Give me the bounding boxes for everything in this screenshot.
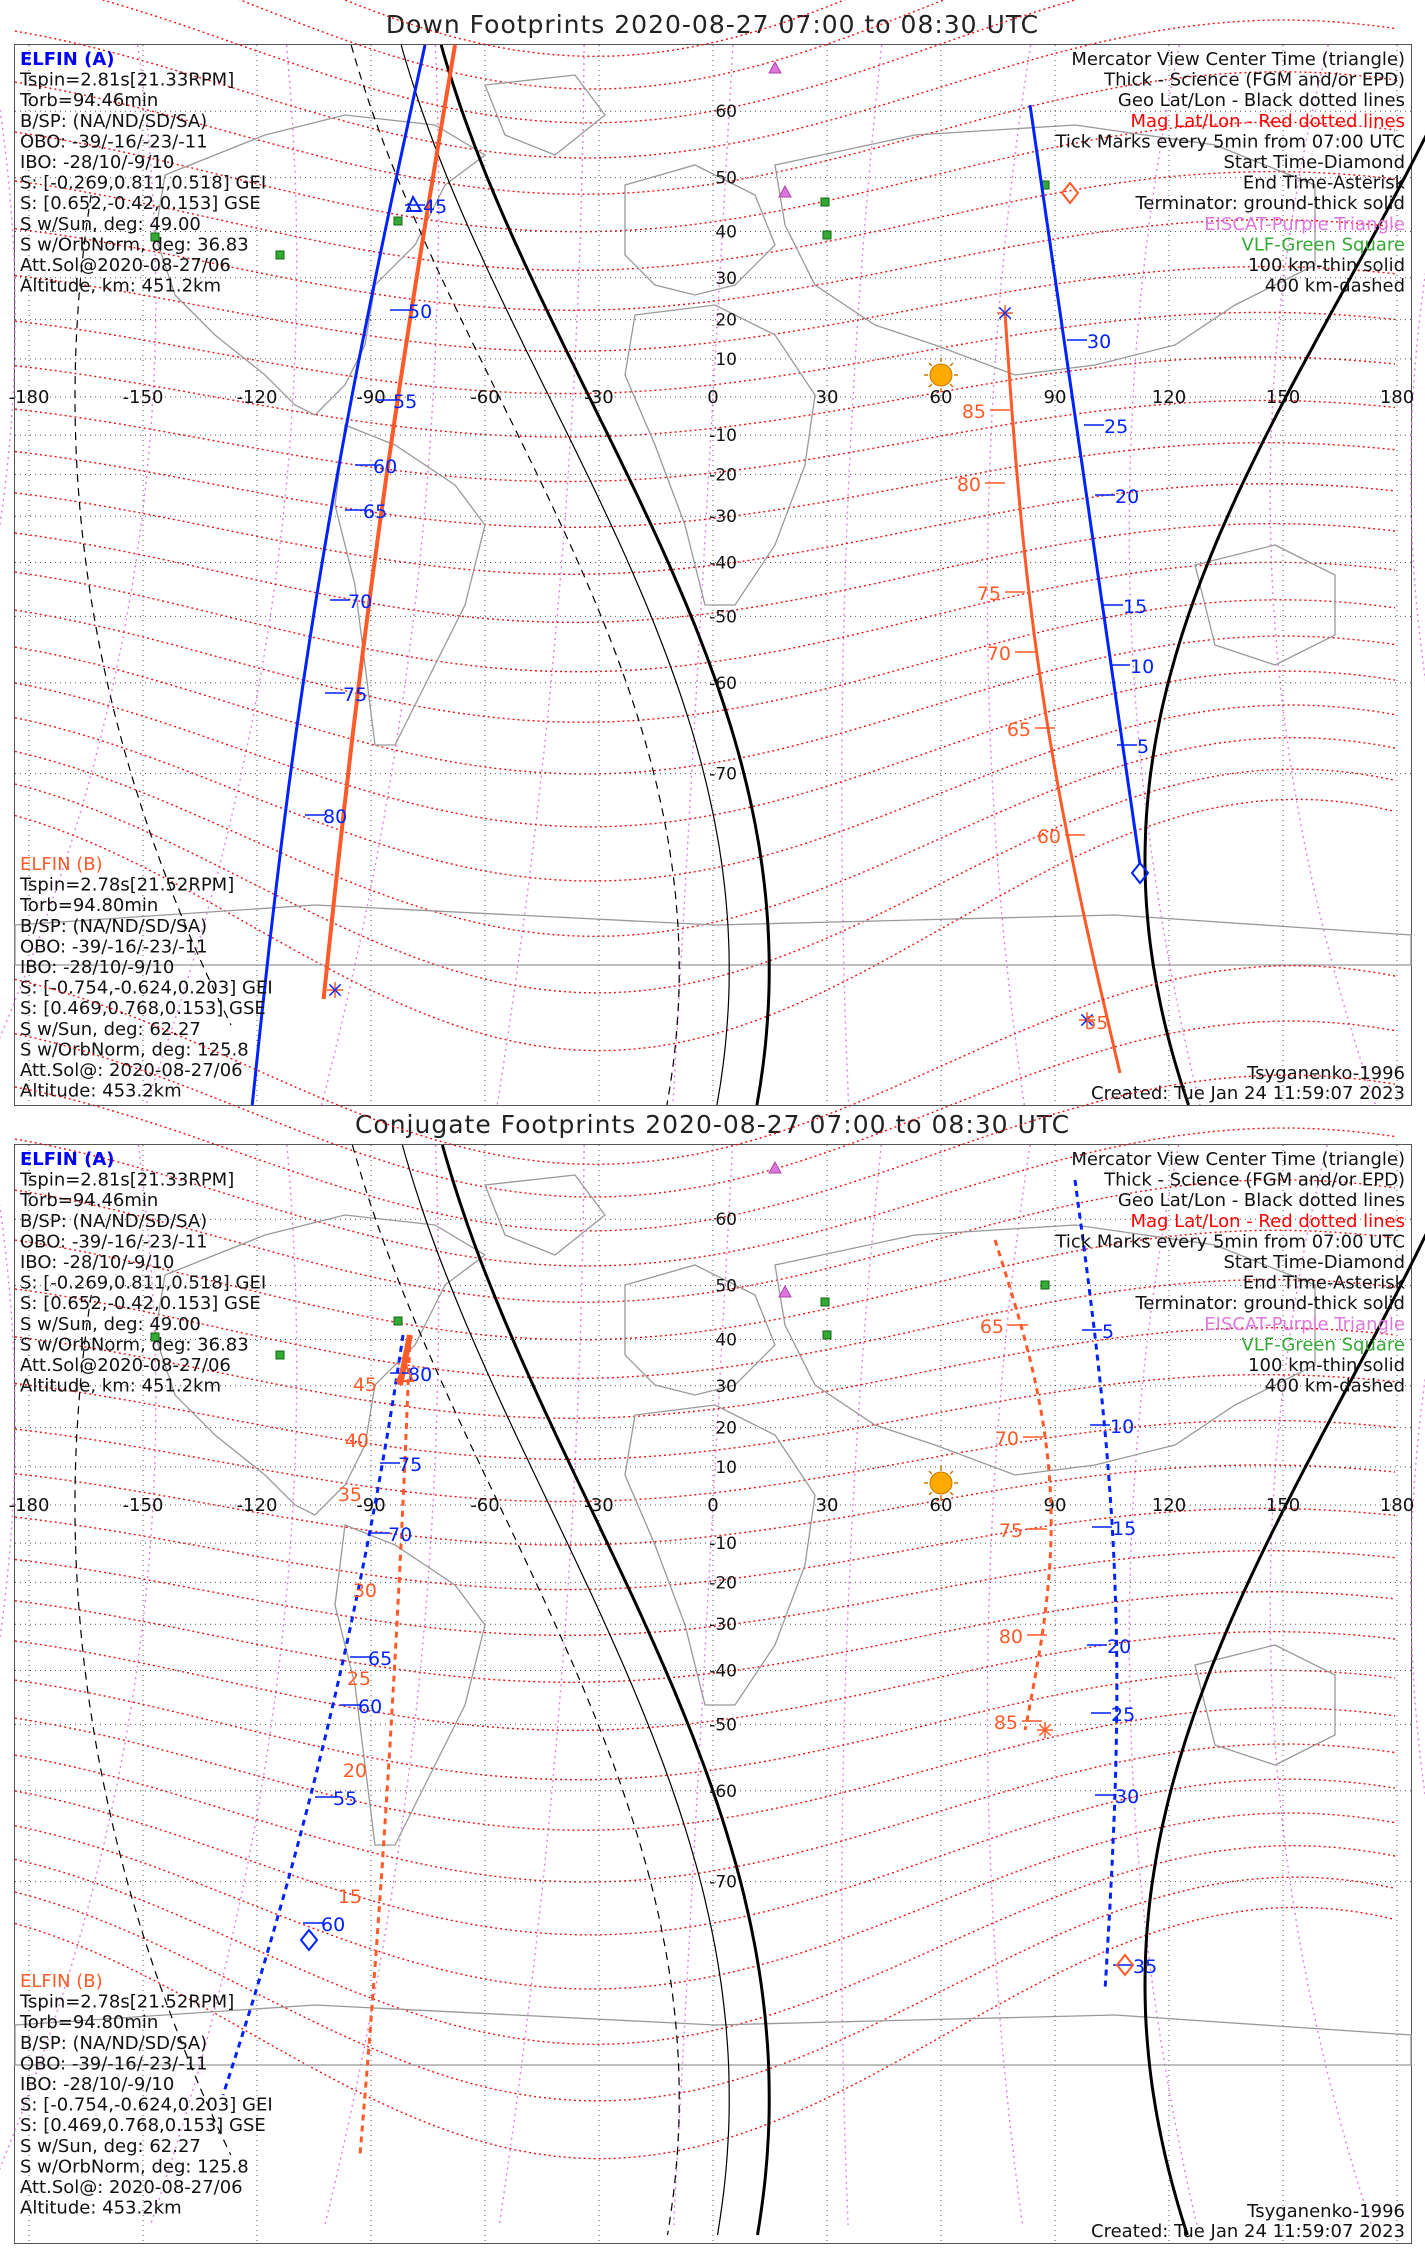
- track-time-label: 50: [408, 301, 433, 323]
- lat-label: 50: [715, 1276, 737, 1297]
- elfin-a-info: IBO: -28/10/-9/10: [20, 152, 175, 173]
- elfin-a-info: B/SP: (NA/ND/SD/SA): [20, 1210, 208, 1232]
- continent-outline: [485, 1175, 605, 1255]
- track-time-label: 70: [986, 643, 1011, 665]
- elfin-b-info: Tspin=2.78s[21.52RPM]: [20, 874, 235, 896]
- lon-label: -30: [584, 1495, 614, 1516]
- lat-label: -50: [709, 1715, 737, 1736]
- lat-label: 40: [715, 222, 737, 243]
- track-time-label: 65: [363, 501, 388, 523]
- lon-label: 150: [1265, 387, 1301, 408]
- lat-label: -60: [709, 1781, 737, 1802]
- legend-item: Start Time-Diamond: [1223, 1252, 1405, 1273]
- model-label: Tsyganenko-1996: [1247, 2201, 1405, 2222]
- lon-label: 0: [707, 387, 719, 408]
- lon-label: -150: [122, 387, 164, 408]
- elfin-b-info: S: [-0.754,-0.624,0.203] GEI: [20, 977, 273, 999]
- lon-label: 60: [929, 1495, 953, 1516]
- lon-label: -120: [236, 387, 278, 408]
- mag-lat-line: [15, 1670, 1395, 1779]
- elfin-b-info: S: [0.469,0.768,0.153] GSE: [20, 2115, 266, 2137]
- lat-label: 60: [715, 1210, 737, 1231]
- track-time-label: 70: [348, 591, 373, 613]
- elfin-b-track: [324, 45, 455, 999]
- track-time-label: 75: [976, 583, 1001, 605]
- mag-lat-line: [15, 738, 1395, 937]
- lon-label: 120: [1151, 1495, 1187, 1516]
- terminator-line: [352, 1145, 679, 2235]
- legend-item: Mercator View Center Time (triangle): [1071, 1149, 1405, 1170]
- track-time-label: 5: [1137, 736, 1150, 758]
- lat-label: -10: [709, 426, 737, 447]
- lon-label: -150: [122, 1495, 164, 1516]
- mag-lat-line: [15, 400, 1395, 481]
- eiscat-triangle-icon: [779, 186, 791, 197]
- elfin-b-info: B/SP: (NA/ND/SD/SA): [20, 2032, 208, 2054]
- lon-label: -60: [470, 1495, 500, 1516]
- elfin-a-info: S w/Sun, deg: 49.00: [20, 1313, 201, 1335]
- continent-outline: [625, 165, 775, 295]
- elfin-b-info: IBO: -28/10/-9/10: [20, 2074, 175, 2095]
- elfin-b-info: OBO: -39/-16/-23/-11: [20, 936, 208, 958]
- elfin-b-track: [995, 1240, 1051, 1730]
- track-time-label: 65: [368, 1648, 393, 1670]
- mag-lat-line: [15, 443, 1395, 528]
- lat-label: 20: [715, 310, 737, 331]
- lat-label: 20: [715, 1418, 737, 1439]
- track-time-label: 55: [1085, 1013, 1108, 1034]
- elfin-b-info: Altitude: 453.2km: [20, 1080, 182, 1102]
- terminator-line: [441, 45, 769, 1105]
- legend-item: Tick Marks every 5min from 07:00 UTC: [1055, 1231, 1405, 1253]
- mag-lat-line: [15, 1551, 1395, 1636]
- eiscat-triangle-icon: [769, 62, 781, 73]
- terminator-line: [402, 1145, 729, 2235]
- elfin-b-info: S w/OrbNorm, deg: 125.8: [20, 2156, 249, 2178]
- mag-lat-line: [15, 636, 1395, 774]
- elfin-a-info: S: [0.652,-0.42,0.153] GSE: [20, 1293, 261, 1315]
- mag-meridian-line: [842, 1145, 882, 2225]
- elfin-b-track: [1005, 313, 1120, 1073]
- track-time-label: 70: [388, 1524, 413, 1546]
- panel-title: Conjugate Footprints 2020-08-27 07:00 to 08:30 UTC: [354, 1110, 1071, 1139]
- track-time-label: 20: [1107, 1636, 1132, 1658]
- elfin-b-info: IBO: -28/10/-9/10: [20, 957, 175, 978]
- mag-lat-line: [15, 1592, 1395, 1683]
- mag-meridian-line: [1411, 45, 1425, 1105]
- elfin-a-info: Tspin=2.81s[21.33RPM]: [20, 69, 235, 91]
- vlf-square-icon: [276, 1351, 284, 1359]
- lon-label: 90: [1043, 1495, 1067, 1516]
- sun-ray: [929, 363, 932, 366]
- elfin-b-info: Att.Sol@: 2020-08-27/06: [20, 1060, 243, 1081]
- created-label: Created: Tue Jan 24 11:59:07 2023: [1091, 2221, 1405, 2242]
- elfin-a-info: S w/Sun, deg: 49.00: [20, 213, 201, 235]
- mag-meridian-line: [842, 45, 882, 1105]
- track-time-label: 35: [1133, 1956, 1158, 1978]
- legend-item: 100 km-thin solid: [1248, 1355, 1405, 1376]
- mag-meridian-line: [1411, 1145, 1425, 2225]
- track-time-label: 55: [333, 1788, 358, 1810]
- lon-label: 120: [1151, 387, 1187, 408]
- elfin-a-info: Att.Sol@2020-08-27/06: [20, 1355, 231, 1376]
- track-time-label: 25: [1104, 416, 1129, 438]
- track-time-label: 80: [323, 806, 348, 828]
- eiscat-triangle-icon: [779, 1286, 791, 1297]
- lat-label: -10: [709, 1534, 737, 1555]
- legend-item: Thick - Science (FGM and/or EPD): [1104, 69, 1405, 91]
- elfin-b-info: Torb=94.80min: [20, 2012, 159, 2034]
- track-time-label: 5: [1102, 1321, 1115, 1343]
- elfin-b-info: S w/OrbNorm, deg: 125.8: [20, 1039, 249, 1061]
- model-label: Tsyganenko-1996: [1247, 1063, 1405, 1084]
- track-time-label: 20: [342, 1760, 367, 1782]
- elfin-a-track: [252, 45, 425, 1105]
- lon-label: 60: [929, 387, 953, 408]
- lat-label: 10: [715, 1457, 737, 1478]
- elfin-a-name: ELFIN (A): [20, 1149, 115, 1170]
- mag-lat-line: [15, 267, 1395, 352]
- track-time-label: 10: [1130, 656, 1155, 678]
- legend-item: Tick Marks every 5min from 07:00 UTC: [1055, 131, 1405, 153]
- elfin-b-info: S: [-0.754,-0.624,0.203] GEI: [20, 2094, 273, 2116]
- mag-lat-line: [15, 312, 1395, 393]
- mag-meridian-line: [673, 45, 733, 1105]
- down-footprints-panel: [0, 0, 1425, 1110]
- lon-label: -90: [356, 1495, 386, 1516]
- map-frame: [8, 1144, 1415, 2244]
- legend-item: Start Time-Diamond: [1223, 152, 1405, 173]
- track-time-label: 30: [1087, 331, 1112, 353]
- track-time-label: 75: [998, 1520, 1023, 1542]
- legend-item: VLF-Green Square: [1241, 234, 1405, 256]
- sun-ray: [950, 363, 953, 366]
- lat-label: 10: [715, 349, 737, 370]
- lon-label: 150: [1265, 1495, 1301, 1516]
- legend-item: Geo Lat/Lon - Black dotted lines: [1117, 1190, 1405, 1212]
- track-time-label: 10: [1110, 1416, 1135, 1438]
- lon-label: -90: [356, 387, 386, 408]
- start-diamond-icon: [1062, 183, 1078, 203]
- terminator-line: [442, 1145, 769, 2235]
- elfin-b-info: Att.Sol@: 2020-08-27/06: [20, 2177, 243, 2198]
- track-time-label: 80: [408, 1364, 433, 1386]
- lat-label: -40: [709, 553, 737, 574]
- lon-label: -60: [470, 387, 500, 408]
- vlf-square-icon: [823, 231, 831, 239]
- lon-label: -120: [236, 1495, 278, 1516]
- elfin-b-name: ELFIN (B): [20, 1971, 103, 1992]
- track-time-label: 35: [337, 1484, 362, 1506]
- track-time-label: 40: [344, 1430, 369, 1452]
- elfin-a-info: Tspin=2.81s[21.33RPM]: [20, 1169, 235, 1191]
- lat-label: -20: [709, 465, 737, 486]
- legend-item: 100 km-thin solid: [1248, 255, 1405, 276]
- mag-meridian-line: [674, 1145, 733, 2225]
- mag-lat-line: [15, 1877, 1395, 2101]
- lat-label: -70: [709, 1872, 737, 1893]
- legend-item: Thick - Science (FGM and/or EPD): [1104, 1169, 1405, 1191]
- legend-item: EISCAT-Purple Triangle: [1204, 1313, 1405, 1335]
- mag-meridian-line: [0, 45, 15, 1105]
- terminator-line: [351, 45, 679, 1105]
- elfin-b-info: Torb=94.80min: [20, 895, 159, 917]
- elfin-a-name: ELFIN (A): [20, 49, 115, 70]
- conjugate-footprints-panel: [0, 1110, 1425, 2250]
- track-time-label: 65: [1006, 719, 1031, 741]
- lat-label: 60: [715, 102, 737, 123]
- lon-label: -180: [8, 387, 50, 408]
- created-label: Created: Tue Jan 24 11:59:07 2023: [1091, 1083, 1405, 1104]
- track-time-label: 60: [358, 1696, 383, 1718]
- lon-label: 30: [815, 387, 839, 408]
- lat-label: -20: [709, 1573, 737, 1594]
- elfin-b-info: Tspin=2.78s[21.52RPM]: [20, 1991, 235, 2013]
- mag-lat-line: [15, 671, 1395, 827]
- mag-meridian-line: [987, 1145, 1030, 2225]
- lat-label: -60: [709, 673, 737, 694]
- elfin-a-info: S: [0.652,-0.42,0.153] GSE: [20, 193, 261, 215]
- lon-label: 90: [1043, 387, 1067, 408]
- sun-icon: [930, 364, 952, 386]
- lat-label: -50: [709, 607, 737, 628]
- mag-meridian-line: [987, 45, 1030, 1105]
- mag-lat-line: [15, 1846, 1395, 2045]
- track-time-label: 75: [398, 1454, 423, 1476]
- lat-label: 40: [715, 1330, 737, 1351]
- vlf-square-icon: [394, 1317, 402, 1325]
- track-time-label: 30: [352, 1580, 377, 1602]
- track-time-label: 25: [346, 1668, 371, 1690]
- vlf-square-icon: [276, 251, 284, 259]
- lat-label: -30: [709, 1615, 737, 1636]
- track-time-label: 25: [1111, 1704, 1136, 1726]
- terminator-line: [401, 45, 729, 1105]
- lon-label: -180: [8, 1495, 50, 1516]
- panel-title: Down Footprints 2020-08-27 07:00 to 08:30 UTC: [385, 10, 1040, 39]
- mercator-map: [8, 45, 1415, 1105]
- mag-meridian-line: [499, 1145, 584, 2225]
- mag-lat-line: [15, 1420, 1395, 1501]
- elfin-b-info: OBO: -39/-16/-23/-11: [20, 2053, 208, 2075]
- vlf-square-icon: [823, 1331, 831, 1339]
- elfin-a-info: B/SP: (NA/ND/SD/SA): [20, 110, 208, 132]
- lon-label: 180: [1379, 1495, 1415, 1516]
- mag-meridian-line: [322, 45, 439, 1105]
- elfin-a-info: S w/OrbNorm, deg: 36.83: [20, 234, 249, 256]
- elfin-a-info: OBO: -39/-16/-23/-11: [20, 131, 208, 153]
- elfin-a-info: Att.Sol@2020-08-27/06: [20, 255, 231, 276]
- elfin-b-info: S w/Sun, deg: 62.27: [20, 1018, 201, 1040]
- mag-meridian-line: [497, 45, 584, 1105]
- mag-meridian-line: [0, 1145, 15, 2225]
- elfin-a-info: Altitude, km: 451.2km: [20, 275, 222, 297]
- mag-lat-line: [15, 1375, 1395, 1460]
- legend-item: End Time-Asterisk: [1242, 172, 1405, 194]
- view-center-triangle-icon: [407, 197, 421, 211]
- mercator-map: [8, 1145, 1415, 2243]
- legend-item: Geo Lat/Lon - Black dotted lines: [1117, 90, 1405, 112]
- lat-label: 30: [715, 268, 737, 289]
- elfin-a-info: Torb=94.46min: [20, 1190, 159, 1212]
- sun-ray: [950, 1471, 953, 1474]
- lat-label: -70: [709, 764, 737, 785]
- sun-icon: [930, 1472, 952, 1494]
- elfin-b-name: ELFIN (B): [20, 854, 103, 875]
- lat-label: 30: [715, 1376, 737, 1397]
- legend-item: End Time-Asterisk: [1242, 1272, 1405, 1294]
- track-time-label: 80: [956, 474, 981, 496]
- legend-item: Mag Lat/Lon - Red dotted lines: [1130, 1210, 1405, 1232]
- elfin-b-info: S w/Sun, deg: 62.27: [20, 2135, 201, 2157]
- lon-label: 0: [707, 1495, 719, 1516]
- lon-label: -30: [584, 387, 614, 408]
- track-time-label: 65: [979, 1316, 1004, 1338]
- mag-lat-line: [15, 1779, 1395, 1935]
- elfin-a-info: S: [-0.269,0.811,0.518] GEI: [20, 1272, 267, 1294]
- map-frame: [8, 44, 1415, 1106]
- vlf-square-icon: [821, 1298, 829, 1306]
- lon-label: 30: [815, 1495, 839, 1516]
- track-time-label: 85: [961, 401, 986, 423]
- track-time-label: 15: [1123, 596, 1148, 618]
- track-time-label: 85: [993, 1712, 1018, 1734]
- eiscat-triangle-icon: [769, 1162, 781, 1173]
- track-time-label: 60: [373, 456, 398, 478]
- elfin-b-info: S: [0.469,0.768,0.153] GSE: [20, 998, 266, 1020]
- track-time-label: 15: [337, 1886, 362, 1908]
- vlf-square-icon: [821, 198, 829, 206]
- mag-lat-line: [15, 1632, 1395, 1731]
- lat-label: -30: [709, 507, 737, 528]
- legend-item: Terminator: ground-thick solid: [1135, 193, 1405, 215]
- elfin-a-track: [1030, 105, 1140, 865]
- sun-ray: [929, 1471, 932, 1474]
- lat-label: 50: [715, 168, 737, 189]
- vlf-square-icon: [394, 217, 402, 225]
- mag-lat-line: [15, 1508, 1395, 1589]
- lon-label: 180: [1379, 387, 1415, 408]
- track-time-label: 60: [321, 1914, 346, 1936]
- elfin-a-info: S: [-0.269,0.811,0.518] GEI: [20, 172, 267, 194]
- track-time-label: 70: [994, 1428, 1019, 1450]
- legend-item: 400 km-dashed: [1264, 1375, 1405, 1397]
- track-time-label: 45: [352, 1374, 377, 1396]
- track-time-label: 80: [998, 1626, 1023, 1648]
- legend-item: VLF-Green Square: [1241, 1334, 1405, 1356]
- elfin-a-info: Torb=94.46min: [20, 90, 159, 112]
- legend-item: Mercator View Center Time (triangle): [1071, 49, 1405, 70]
- elfin-a-info: S w/OrbNorm, deg: 36.83: [20, 1334, 249, 1356]
- track-time-label: 30: [1115, 1786, 1140, 1808]
- track-time-label: 55: [393, 391, 418, 413]
- track-time-label: 15: [1112, 1518, 1137, 1540]
- elfin-a-info: OBO: -39/-16/-23/-11: [20, 1231, 208, 1253]
- legend-item: EISCAT-Purple Triangle: [1204, 213, 1405, 235]
- track-time-label: 60: [1036, 826, 1061, 848]
- legend-item: Mag Lat/Lon - Red dotted lines: [1130, 110, 1405, 132]
- track-time-label: 45: [423, 196, 448, 218]
- elfin-b-info: Altitude: 453.2km: [20, 2197, 182, 2219]
- elfin-b-info: B/SP: (NA/ND/SD/SA): [20, 915, 208, 937]
- track-time-label: 75: [343, 684, 368, 706]
- mag-lat-line: [15, 484, 1395, 575]
- legend-item: 400 km-dashed: [1264, 275, 1405, 297]
- vlf-square-icon: [1041, 1281, 1049, 1289]
- continent-outline: [1195, 1645, 1335, 1765]
- legend-item: Terminator: ground-thick solid: [1135, 1293, 1405, 1315]
- elfin-a-info: IBO: -28/10/-9/10: [20, 1252, 175, 1273]
- elfin-a-track: [1075, 1180, 1117, 1990]
- lat-label: -40: [709, 1661, 737, 1682]
- elfin-a-info: Altitude, km: 451.2km: [20, 1375, 222, 1397]
- mag-meridian-line: [325, 1145, 439, 2225]
- mag-lat-line: [15, 524, 1395, 623]
- start-diamond-icon: [301, 1930, 317, 1950]
- track-time-label: 20: [1115, 486, 1140, 508]
